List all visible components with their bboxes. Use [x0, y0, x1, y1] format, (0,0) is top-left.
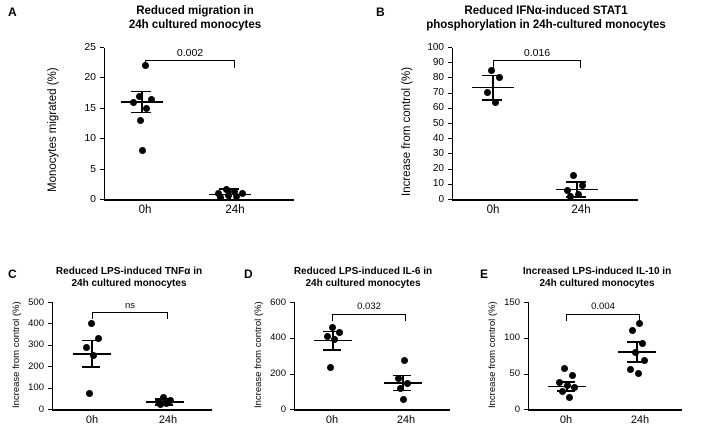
panel-a-significance-bracket	[145, 60, 235, 70]
panel-b-title-line2: phosphorylation in 24h-cultured monocytes	[426, 19, 666, 32]
panel-a-title-line2: 24h cultured monocytes	[128, 19, 262, 32]
panel-b-ytick	[448, 123, 452, 124]
error-cap	[393, 375, 411, 377]
panel-d-y-axis-label: Increase from control (%)	[253, 301, 264, 408]
panel-c-letter: C	[8, 267, 17, 281]
bracket-right	[234, 60, 235, 68]
panel-d-x-axis	[294, 409, 450, 410]
panel-b-yticklabel: 10	[432, 178, 444, 190]
panel-d-title-line1: Reduced LPS-induced IL-6 in	[293, 266, 433, 277]
panel-e	[476, 228, 708, 436]
panel-d-letter: D	[244, 267, 253, 281]
panel-c-ytick	[48, 409, 52, 410]
panel-e-plot	[476, 228, 708, 436]
panel-e-significance-bracket	[566, 314, 640, 323]
bracket-right	[167, 312, 168, 319]
data-point	[327, 364, 334, 371]
panel-b-yticklabel: 0	[438, 193, 444, 205]
error-cap	[482, 75, 502, 77]
data-point	[143, 105, 150, 112]
panel-c-yticklabel: 0	[38, 403, 44, 415]
data-point	[636, 320, 643, 327]
panel-b-xticklabel-0h: 0h	[486, 204, 500, 216]
error-cap	[482, 99, 502, 101]
bracket-top	[332, 314, 406, 315]
error-bar	[492, 75, 494, 99]
bracket-top	[566, 314, 640, 315]
panel-c-yticklabel: 200	[28, 360, 44, 372]
panel-c-yticklabel: 100	[28, 382, 44, 394]
error-bar	[636, 341, 638, 361]
data-point	[488, 67, 495, 74]
panel-a-yticklabel: 10	[84, 132, 96, 145]
data-point	[561, 365, 568, 372]
data-point	[142, 62, 149, 69]
bracket-top	[493, 60, 581, 61]
panel-b-ytick	[448, 77, 452, 78]
panel-a-significance-label: 0.002	[176, 47, 204, 59]
panel-b-yticklabel: 50	[432, 117, 444, 129]
panel-d-xticklabel-24h: 24h	[396, 414, 416, 426]
panel-e-xticklabel-0h: 0h	[559, 414, 573, 426]
panel-c-ytick	[48, 388, 52, 389]
panel-c-ytick	[48, 366, 52, 367]
panel-d	[240, 228, 476, 436]
panel-c-xticklabel-0h: 0h	[85, 414, 99, 426]
error-cap	[627, 361, 645, 363]
error-cap	[219, 188, 239, 190]
panel-a-x-axis	[104, 199, 294, 200]
data-point	[137, 117, 144, 124]
error-bar	[402, 375, 404, 390]
panel-b-significance-bracket	[493, 60, 581, 70]
panel-a-xticklabel-24h: 24h	[225, 204, 245, 216]
panel-c-yticklabel: 500	[28, 296, 44, 308]
panel-d-yticklabel: 200	[270, 368, 286, 379]
panel-b-yticklabel: 20	[432, 163, 444, 175]
panel-b-title-line1: Reduced IFNα-induced STAT1	[464, 5, 628, 17]
panel-a-ytick	[100, 77, 104, 78]
bracket-left	[92, 312, 93, 319]
panel-d-ytick	[290, 409, 294, 410]
panel-b-ytick	[448, 169, 452, 170]
panel-b-ytick	[448, 199, 452, 200]
panel-e-ytick	[524, 338, 528, 339]
panel-c-significance-label: ns	[124, 300, 136, 311]
panel-b-xticklabel-24h: 24h	[571, 204, 591, 216]
data-point	[629, 327, 636, 334]
panel-c-y-axis-label: Increase from control (%)	[11, 301, 22, 408]
panel-a-ytick	[100, 47, 104, 48]
panel-b-yticklabel: 100	[427, 41, 444, 53]
error-cap	[393, 390, 411, 392]
bracket-top	[92, 312, 168, 313]
panel-b-yticklabel: 40	[432, 132, 444, 144]
panel-a-yticklabel: 20	[84, 71, 96, 84]
panel-d-xticklabel-0h: 0h	[325, 414, 339, 426]
panel-b	[360, 0, 708, 228]
error-cap	[627, 341, 645, 343]
error-cap	[131, 112, 151, 114]
panel-e-yticklabel: 150	[504, 296, 520, 308]
panel-a-title-line1: Reduced migration in	[136, 5, 254, 17]
panel-e-letter: E	[480, 267, 489, 281]
panel-d-plot	[240, 228, 476, 436]
panel-e-significance-label: 0.004	[591, 301, 615, 312]
panel-a-letter: A	[8, 5, 17, 19]
data-point	[83, 344, 90, 351]
data-point	[566, 394, 573, 401]
panel-b-ytick	[448, 93, 452, 94]
panel-e-ytick	[524, 374, 528, 375]
data-point	[627, 366, 634, 373]
panel-a-xticklabel-0h: 0h	[138, 204, 152, 216]
error-bar	[576, 181, 578, 196]
panel-d-yticklabel: 400	[270, 332, 286, 344]
data-point	[139, 147, 146, 154]
error-bar	[332, 331, 334, 350]
data-point	[569, 372, 576, 379]
panel-e-yticklabel: 100	[504, 332, 520, 344]
panel-c-x-axis	[52, 409, 212, 410]
panel-c-yticklabel: 300	[28, 339, 44, 351]
panel-c-ytick	[48, 345, 52, 346]
panel-d-title-line2: 24h cultured monocytes	[305, 278, 421, 290]
panel-a	[0, 0, 360, 228]
panel-b-significance-label: 0.016	[523, 47, 551, 59]
panel-e-ytick	[524, 302, 528, 303]
error-cap	[82, 366, 100, 368]
data-point	[484, 89, 491, 96]
panel-e-yticklabel: 0	[514, 403, 520, 415]
panel-b-ytick	[448, 153, 452, 154]
panel-b-x-axis	[452, 199, 638, 200]
bracket-left	[332, 314, 333, 321]
error-cap	[219, 199, 239, 201]
panel-a-yticklabel: 15	[84, 101, 96, 114]
panel-b-yticklabel: 90	[432, 56, 444, 68]
panel-b-ytick	[448, 47, 452, 48]
error-cap	[323, 349, 341, 351]
panel-d-ytick	[290, 302, 294, 303]
data-point	[570, 172, 577, 179]
panel-d-ytick	[290, 338, 294, 339]
panel-d-yticklabel: 600	[270, 296, 286, 308]
panel-c-plot	[0, 228, 240, 436]
panel-a-ytick	[100, 138, 104, 139]
data-point	[401, 357, 408, 364]
panel-c-significance-bracket	[92, 312, 168, 321]
panel-c	[0, 228, 240, 436]
panel-e-title-line1: Increased LPS-induced IL-10 in	[522, 266, 672, 277]
bracket-top	[145, 60, 235, 61]
panel-a-ytick	[100, 108, 104, 109]
panel-a-plot	[0, 0, 360, 228]
panel-b-ytick	[448, 62, 452, 63]
panel-b-ytick	[448, 138, 452, 139]
data-point	[88, 320, 95, 327]
panel-c-title-line1: Reduced LPS-induced TNFα in	[55, 266, 203, 277]
panel-a-yticklabel: 25	[84, 41, 96, 53]
panel-c-ytick	[48, 323, 52, 324]
error-bar	[141, 91, 143, 112]
panel-d-yticklabel: 0	[280, 403, 286, 415]
panel-b-y-axis-label: Increase from control (%)	[401, 66, 413, 196]
error-cap	[323, 331, 341, 333]
bracket-right	[580, 60, 581, 68]
panel-e-y-axis-label: Increase from control (%)	[487, 301, 498, 408]
panel-c-xticklabel-24h: 24h	[158, 414, 178, 426]
panel-a-y-axis-label: Monocytes migrated (%)	[47, 67, 59, 192]
panel-b-letter: B	[376, 5, 385, 19]
error-bar	[229, 188, 231, 199]
panel-a-yticklabel: 5	[90, 162, 96, 175]
error-cap	[131, 91, 151, 93]
error-bar	[91, 340, 93, 367]
bracket-left	[566, 314, 567, 321]
panel-d-significance-bracket	[332, 314, 406, 323]
error-cap	[557, 390, 575, 392]
panel-c-title-line2: 24h cultured monocytes	[71, 278, 187, 290]
data-point	[329, 324, 336, 331]
panel-c-yticklabel: 400	[28, 317, 44, 329]
panel-b-ytick	[448, 184, 452, 185]
error-cap	[155, 398, 173, 400]
panel-b-yticklabel: 30	[432, 147, 444, 159]
panel-b-y-axis	[452, 48, 453, 200]
panel-a-ytick	[100, 199, 104, 200]
panel-a-ytick	[100, 169, 104, 170]
panel-d-y-axis	[294, 302, 295, 410]
panel-e-xticklabel-24h: 24h	[630, 414, 650, 426]
panel-e-yticklabel: 50	[509, 368, 520, 379]
panel-c-ytick	[48, 302, 52, 303]
error-cap	[82, 340, 100, 342]
data-point	[86, 390, 93, 397]
panel-c-y-axis	[52, 302, 53, 410]
panel-a-yticklabel: 0	[90, 193, 96, 205]
panel-b-plot	[360, 0, 708, 228]
panel-e-ytick	[524, 409, 528, 410]
panel-e-title-line2: 24h cultured monocytes	[539, 278, 655, 290]
error-cap	[155, 404, 173, 406]
bracket-right	[405, 314, 406, 321]
data-point	[635, 370, 642, 377]
error-cap	[566, 181, 586, 183]
panel-d-ytick	[290, 374, 294, 375]
panel-e-x-axis	[528, 409, 682, 410]
error-cap	[566, 196, 586, 198]
panel-b-yticklabel: 70	[432, 87, 444, 99]
panel-b-yticklabel: 60	[432, 102, 444, 114]
data-point	[400, 396, 407, 403]
panel-e-y-axis	[528, 302, 529, 410]
panel-b-yticklabel: 80	[432, 71, 444, 83]
data-point	[324, 333, 331, 340]
error-cap	[557, 381, 575, 383]
panel-d-significance-label: 0.032	[357, 301, 381, 312]
panel-b-ytick	[448, 108, 452, 109]
panel-a-y-axis	[104, 48, 105, 200]
